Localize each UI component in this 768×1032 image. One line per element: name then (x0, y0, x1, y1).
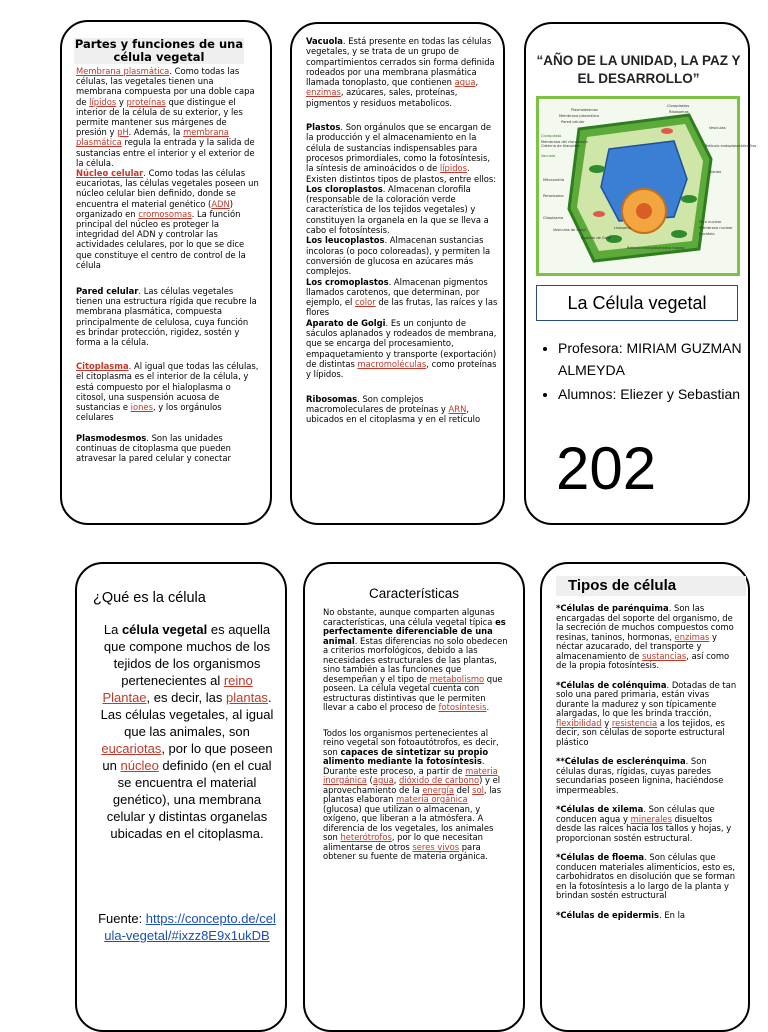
paragraph-parenquima (556, 604, 738, 671)
diagram-label: Plasmodesmos (571, 108, 598, 112)
diagram-label: Retículo endoplasmático liso (705, 144, 757, 148)
bold-text: capaces de sintetizar su propio alimento mediante la fotosíntesis (323, 746, 489, 766)
link-resistencia[interactable]: resistencia (611, 717, 658, 728)
panel-body (76, 66, 260, 473)
link-minerales[interactable]: minerales (630, 813, 672, 824)
link-plantas[interactable]: plantas (226, 690, 268, 705)
text: y (601, 717, 612, 728)
text: del (453, 784, 473, 795)
panel-cell-types (540, 562, 750, 1032)
diagram-label: Lisosoma (614, 226, 631, 230)
text: definido (en el cual se encuentra el material genético), una membrana celular y distintas organelas ubicadas en el citoplasma. (106, 758, 272, 841)
link-dioxido-carbono[interactable]: dióxido de carbono (399, 775, 480, 785)
paragraph-colenquima (556, 681, 738, 748)
text: No obstante, aunque comparten algunas características, una célula vegetal típica (323, 607, 496, 627)
text: para obtener su fuente de materia orgánica. (323, 841, 488, 861)
diagram-label: Vacuola (541, 154, 556, 158)
paragraph-ribosomas (306, 394, 498, 425)
paragraph-pared (76, 286, 260, 347)
source-label: Fuente: (98, 911, 146, 926)
text: (glucosa) que utilizan o almacenan, y oxígeno, que liberan a la atmósfera. A diferencia de los vegetales, los animales son (323, 803, 494, 842)
text: de las frutas, las raíces y las flores (306, 297, 498, 318)
label-cromoplastos: Los cromoplastos (306, 276, 389, 287)
paragraph-xilema (556, 805, 738, 843)
label-floema: *Células de floema (556, 852, 645, 862)
text: La (103, 622, 122, 637)
link-arn[interactable]: ARN (448, 403, 467, 414)
link-sol[interactable]: sol (472, 784, 484, 795)
mitochondria-shape (593, 211, 605, 217)
mitochondria-shape (661, 128, 673, 134)
text: . Las células vegetales, al igual que las animales, son (100, 690, 274, 739)
source-block (97, 910, 277, 944)
plant-cell-illustration (539, 99, 757, 273)
label-colenquima: *Células de colénquima (556, 679, 667, 690)
credits-list (542, 337, 758, 407)
text: . Como todas las células eucariotas, las células vegetales poseen un núcleo celular bien definido, donde se encuentra el material genético ( (76, 168, 259, 209)
paragraph-plastos (306, 122, 498, 379)
text: . Dotadas de tan solo una pared primaria, están vivas durante la madurez y son típicamente alargadas, lo que les brinda tracción, (556, 679, 737, 718)
paragraph-floema (556, 853, 738, 901)
text: . Como todas las células, las vegetales tienen una membrana compuesta por una doble capa de (76, 66, 255, 107)
text: y (116, 96, 127, 107)
paragraph-plasmodesmos (76, 433, 260, 464)
link-color[interactable]: color (355, 297, 376, 308)
panel-title: Tipos de célula (556, 576, 746, 596)
diagram-label: Cloroplastos (667, 104, 690, 108)
diagram-label: Pared celular (561, 120, 585, 124)
link-reino-plantae[interactable]: reino Plantae (102, 673, 253, 705)
label-plastos: Plastos (306, 122, 341, 133)
link-nucleo[interactable]: Núcleo celular (76, 168, 144, 179)
link-macromoleculas[interactable]: macromoléculas (357, 358, 427, 369)
paragraph-1 (323, 608, 509, 713)
bold-text: es perfectamente diferenciable de una animal (323, 616, 506, 646)
text: y néctar azucarado, del transporte y almacenamiento de (556, 631, 718, 661)
text: , (393, 775, 400, 785)
text: . Son complejos macromoleculares de proteínas y (306, 393, 449, 414)
panel-body (323, 608, 509, 872)
text: . Son las encargadas del soporte del organismo, de la secreción de muchos compuestos como resinas, taninos, hormonas, (556, 603, 734, 642)
paragraph-2 (323, 729, 509, 862)
link-membrana-2[interactable]: membrana plasmática (76, 127, 229, 148)
text: que poseen. La célula vegetal cuenta con estructuras distintivas que le permiten llevar a cabo el proceso de (323, 673, 503, 712)
link-adn[interactable]: ADN (211, 198, 230, 209)
link-enzimas[interactable]: enzimas (674, 631, 710, 642)
text: , por lo que necesitan alimentarse de otros (323, 832, 483, 852)
link-sustancias[interactable]: sustancias (642, 650, 687, 661)
source-link[interactable]: https://concepto.de/celula-vegetal/#ixzz8E9x1ukDB (104, 911, 276, 943)
students-item: • Alumnos: Eliezer y Sebastian (558, 383, 758, 405)
text: . Almacenan pigmentos llamados carotenos, que determinan, por ejemplo, el (306, 276, 488, 308)
text: disueltos desde las raíces hacia los tallos y hojas, y proporcionan sostén estructural. (556, 813, 732, 843)
label-golgi: Aparato de Golgi (306, 317, 386, 328)
label-xilema: *Células de xilema (556, 804, 644, 814)
text: . Son células que conducen agua y (556, 804, 715, 824)
text: . Son las unidades continuas de citoplasma que pueden atravesar la pared celular y conectar (76, 432, 231, 463)
text: . En la (659, 909, 686, 920)
label-esclerenquima: **Células de esclerénquima (556, 756, 686, 766)
text: . Es un conjunto de sáculos aplanados y rodeados de membrana, que se encarga del procesamiento, empaquetamiento y transporte (exportación) de distintas (306, 317, 497, 369)
label-plasmodesmos: Plasmodesmos (76, 432, 147, 443)
text: , es decir, las (146, 690, 227, 705)
diagram-label: Retículo endoplasmático rugoso (627, 246, 685, 250)
text: ) y el aprovechamiento de la (323, 775, 501, 795)
panel-characteristics (303, 562, 525, 1032)
label-parenquima: *Células de parénquima (556, 603, 669, 613)
link-citoplasma[interactable]: Citoplasma (76, 361, 129, 372)
link-lipidos[interactable]: lípidos (439, 163, 468, 174)
text: . Existen distintos tipos de plastos, entre ellos: (306, 163, 497, 184)
label-epidermis: *Células de epidermis (556, 909, 659, 920)
text: . Estas diferencias no solo obedecen a criterios morfológicos, debido a las necesidades estructurales de las plantas, sino también a las funciones que desempeñan y el tipo de (323, 635, 508, 684)
link-heterotrofos[interactable]: heterótrofos (340, 832, 392, 842)
text: , y los orgánulos celulares (76, 402, 222, 423)
text: . La función principal del núcleo es proteger la integridad del ADN y controlar las actividades celulares, por lo que se dice que constituye el centro de control de la célula (76, 208, 246, 270)
label-leucoplastos: Los leucoplastos (306, 235, 385, 246)
panel-body (97, 621, 277, 842)
text: , (475, 77, 479, 88)
text: . Son células que conducen materiales alimenticios, esto es, carbohidratos en disolución que se forman en la fotosíntesis a lo largo de la planta y brindan sostén estructural (556, 852, 736, 900)
link-flexibilidad[interactable]: flexibilidad (556, 717, 602, 728)
paragraph-vacuola (306, 36, 498, 108)
link-agua[interactable]: agua (372, 775, 394, 785)
panel-parts-functions (60, 20, 272, 525)
link-materia-organica[interactable]: materia orgánica (396, 794, 468, 804)
text: . Almacenan clorofila (responsable de la coloración verde característica de los tejidos vegetales) y constituyen la organela en la que se lleva a cabo el fotosíntesis. (306, 183, 489, 236)
motto-text: “AÑO DE LA UNIDAD, LA PAZ Y EL DESARROLLO” (536, 53, 741, 86)
link-proteinas[interactable]: proteínas (126, 96, 166, 107)
diagram-label: Núcleo (709, 170, 722, 174)
paragraph-citoplasma (76, 361, 260, 422)
text: ) organizado en (76, 198, 234, 219)
text: ( (366, 775, 373, 785)
text: , ubicados en el citoplasma y en el retículo (306, 403, 481, 425)
term-celula-vegetal: célula vegetal (121, 622, 208, 637)
diagram-label: Nucléolo (699, 232, 715, 236)
panel-title: Características (368, 586, 460, 601)
link-membrana[interactable]: Membrana plasmática (76, 66, 170, 76)
text: . Almacenan sustancias incoloras (o poco coloreadas), y permiten la conversión de glucosa en azúcares más complejos. (306, 235, 491, 277)
text: . Está presente en todas las células vegetales, y se trata de un grupo de compartimientos cerrados sin forma definida rodeados por una membrana plasmática llamada tonoplasto, que contienen (306, 36, 495, 88)
text: . Son orgánulos que se encargan de la producción y el almacenamiento en la célula de sustancias indispensables para procesos primordiales, como la fotosíntesis, la síntesis de aminoácidos o de (306, 122, 492, 174)
text: . Además, la (128, 127, 184, 138)
diagram-label: Membrana nuclear (699, 226, 733, 230)
chloroplast-shape (681, 195, 697, 203)
diagram-label: Vesículas de Golgi (553, 228, 586, 232)
text: que distingue el interior de la célula de su exterior, y les permite mantener sus márgenes de presión y (76, 96, 243, 138)
year-text: 202 (556, 435, 657, 502)
chloroplast-shape (671, 230, 687, 238)
panel-body (556, 604, 738, 930)
diagram-label: Ribosomas (669, 110, 689, 114)
text: a los tejidos, es decir, son células de soporte estructural plástico (556, 717, 725, 747)
diagram-label: Cisterna de tilacoides (541, 144, 580, 148)
link-lipidos[interactable]: lípidos (89, 96, 117, 107)
link-seres-vivos[interactable]: seres vivos (412, 841, 460, 852)
link-agua[interactable]: agua (454, 77, 476, 88)
text: , así como de la propia fotosíntesis. (556, 650, 730, 670)
chloroplast-shape (589, 165, 605, 173)
link-eucariotas[interactable]: eucariotas (101, 741, 162, 756)
text: . Al igual que todas las células, el citoplasma es el interior de la célula, y está compuesto por el hialoplasma o citosol, una suspensión acuosa de sustancias e (76, 361, 259, 413)
link-iones[interactable]: iones (130, 402, 153, 413)
text: , como proteínas y lípidos. (306, 358, 497, 380)
panel-title: Partes y funciones de una célula vegetal (74, 37, 244, 64)
panel-organelles (290, 22, 505, 525)
text: , por lo que poseen un (102, 741, 273, 773)
label-ribosomas: Ribosomas (306, 393, 358, 404)
panel-cover (524, 22, 757, 525)
panel-what-is (75, 562, 287, 1032)
link-fotosintesis[interactable]: fotosíntesis (438, 702, 487, 712)
diagram-label: Cloroplasto (541, 134, 562, 138)
text: . (486, 702, 490, 712)
plant-cell-diagram (536, 96, 757, 276)
link-nucleo[interactable]: núcleo (120, 758, 159, 773)
cover-title: La Célula vegetal (536, 285, 738, 321)
link-energia[interactable]: energía (422, 784, 454, 795)
label-cloroplastos: Los cloroplastos (306, 183, 383, 194)
text: , azúcares, sales, proteínas, pigmentos y residuos metabolicos. (306, 87, 458, 108)
link-materia-inorganica[interactable]: materia inorgánica (323, 765, 498, 785)
text: . Son células duras, rígidas, cuyas paredes secundarias poseen lignina, haciéndose impermeables. (556, 756, 724, 795)
paragraph-epidermis (556, 911, 738, 921)
label-vacuola: Vacuola (306, 36, 343, 46)
text: Todos los organismos pertenecientes al reino vegetal son fotoautótrofos, es decir, son (323, 727, 499, 757)
question-heading: ¿Qué es la célula (93, 590, 206, 606)
link-metabolismo[interactable]: metabolismo (429, 673, 485, 684)
text: . Durante este proceso, a partir de (323, 756, 485, 776)
link-enzimas[interactable]: enzimas (306, 87, 341, 98)
text: , las plantas elaboran (323, 784, 502, 804)
label-pared: Pared celular (76, 286, 139, 297)
text: . Las células vegetales tienen una estructura rígida que recubre la membrana plasmática, compuesta principalmente de celulosa, cuya función es brindar protección, rigidez, sostén y forma a la célula. (76, 286, 257, 348)
diagram-label: Membrana del cloroplasto (541, 140, 588, 144)
panel-body (306, 36, 498, 433)
teacher-item: • Profesora: MIRIAM GUZMAN ALMEYDA (558, 337, 758, 381)
diagram-label: Vesículas (709, 126, 726, 130)
diagram-label: Peroxisoma (543, 194, 564, 198)
link-ph[interactable]: pH (117, 127, 129, 138)
text: es aquella que compone muchos de los tejidos de los organismos pertenecientes al (103, 622, 271, 688)
diagram-label: Poro nuclear (699, 220, 722, 224)
diagram-label: Citoplasma (543, 216, 564, 220)
diagram-label: Membrana plasmática (559, 114, 600, 118)
nucleolus-shape (636, 203, 652, 219)
diagram-label: Mitocondria (543, 178, 565, 182)
paragraph-membrana (76, 66, 260, 270)
diagram-label: Aparato de Golgi (581, 236, 612, 240)
text: regula la entrada y la salida de sustancias entre el interior y el exterior de la célula. (76, 137, 255, 168)
link-cromosomas[interactable]: cromosomas (138, 208, 192, 219)
paragraph-esclerenquima (556, 757, 738, 795)
